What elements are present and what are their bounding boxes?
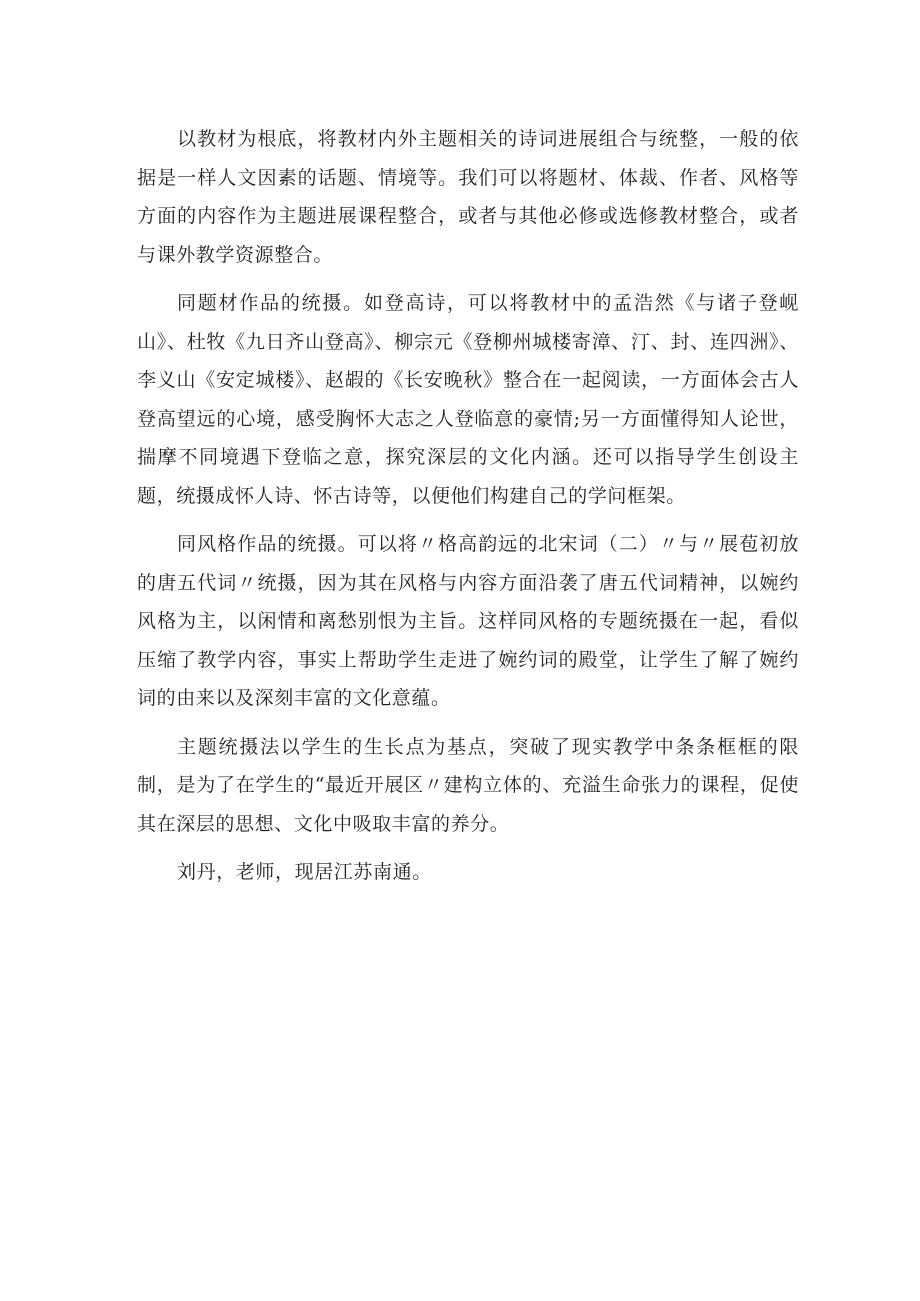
paragraph-intro: 以教材为根底，将教材内外主题相关的诗词进展组合与统整，一般的依据是一样人文因素的话题、情境等。我们可以将题材、体裁、作者、风格等方面的内容作为主题进展课程整合，或者与其他必修或选修教材整合，或者与课外教学资源整合。 (137, 128, 799, 266)
paragraph-summary: 主题统摄法以学生的生长点为基点，突破了现实教学中条条框框的限制，是为了在学生的“最近开展区〃建构立体的、充溢生命张力的课程，促使其在深层的思想、文化中吸取丰富的养分。 (137, 735, 799, 835)
paragraph-same-style: 同风格作品的统摄。可以将〃格高韵远的北宋词（二）〃与〃展苞初放的唐五代词〃统摄，因为其在风格与内容方面沿袭了唐五代词精神，以婉约风格为主，以闲情和离愁别恨为主旨。这样同风格的专题统摄在一起，看似压缩了教学内容，事实上帮助学生走进了婉约词的殿堂，让学生了解了婉约词的由来以及深刻丰富的文化意蕴。 (137, 533, 799, 709)
paragraph-author-note: 刘丹，老师，现居江苏南通。 (177, 861, 432, 883)
paragraph-same-theme: 同题材作品的统摄。如登高诗，可以将教材中的孟浩然《与诸子登岘山》、杜牧《九日齐山登高》、柳宗元《登柳州城楼寄漳、汀、封、连四洲》、李义山《安定城楼》、赵嘏的《长安晚秋》整合在一起阅读，一方面体会古人登高望远的心境，感受胸怀大志之人登临意的豪情;另一方面懂得知人论世，揣摩不同境遇下登临之意，探究深层的文化内涵。还可以指导学生创设主题，统摄成怀人诗、怀古诗等，以便他们构建自己的学问框架。 (137, 292, 799, 507)
body-text (137, 120, 799, 902)
